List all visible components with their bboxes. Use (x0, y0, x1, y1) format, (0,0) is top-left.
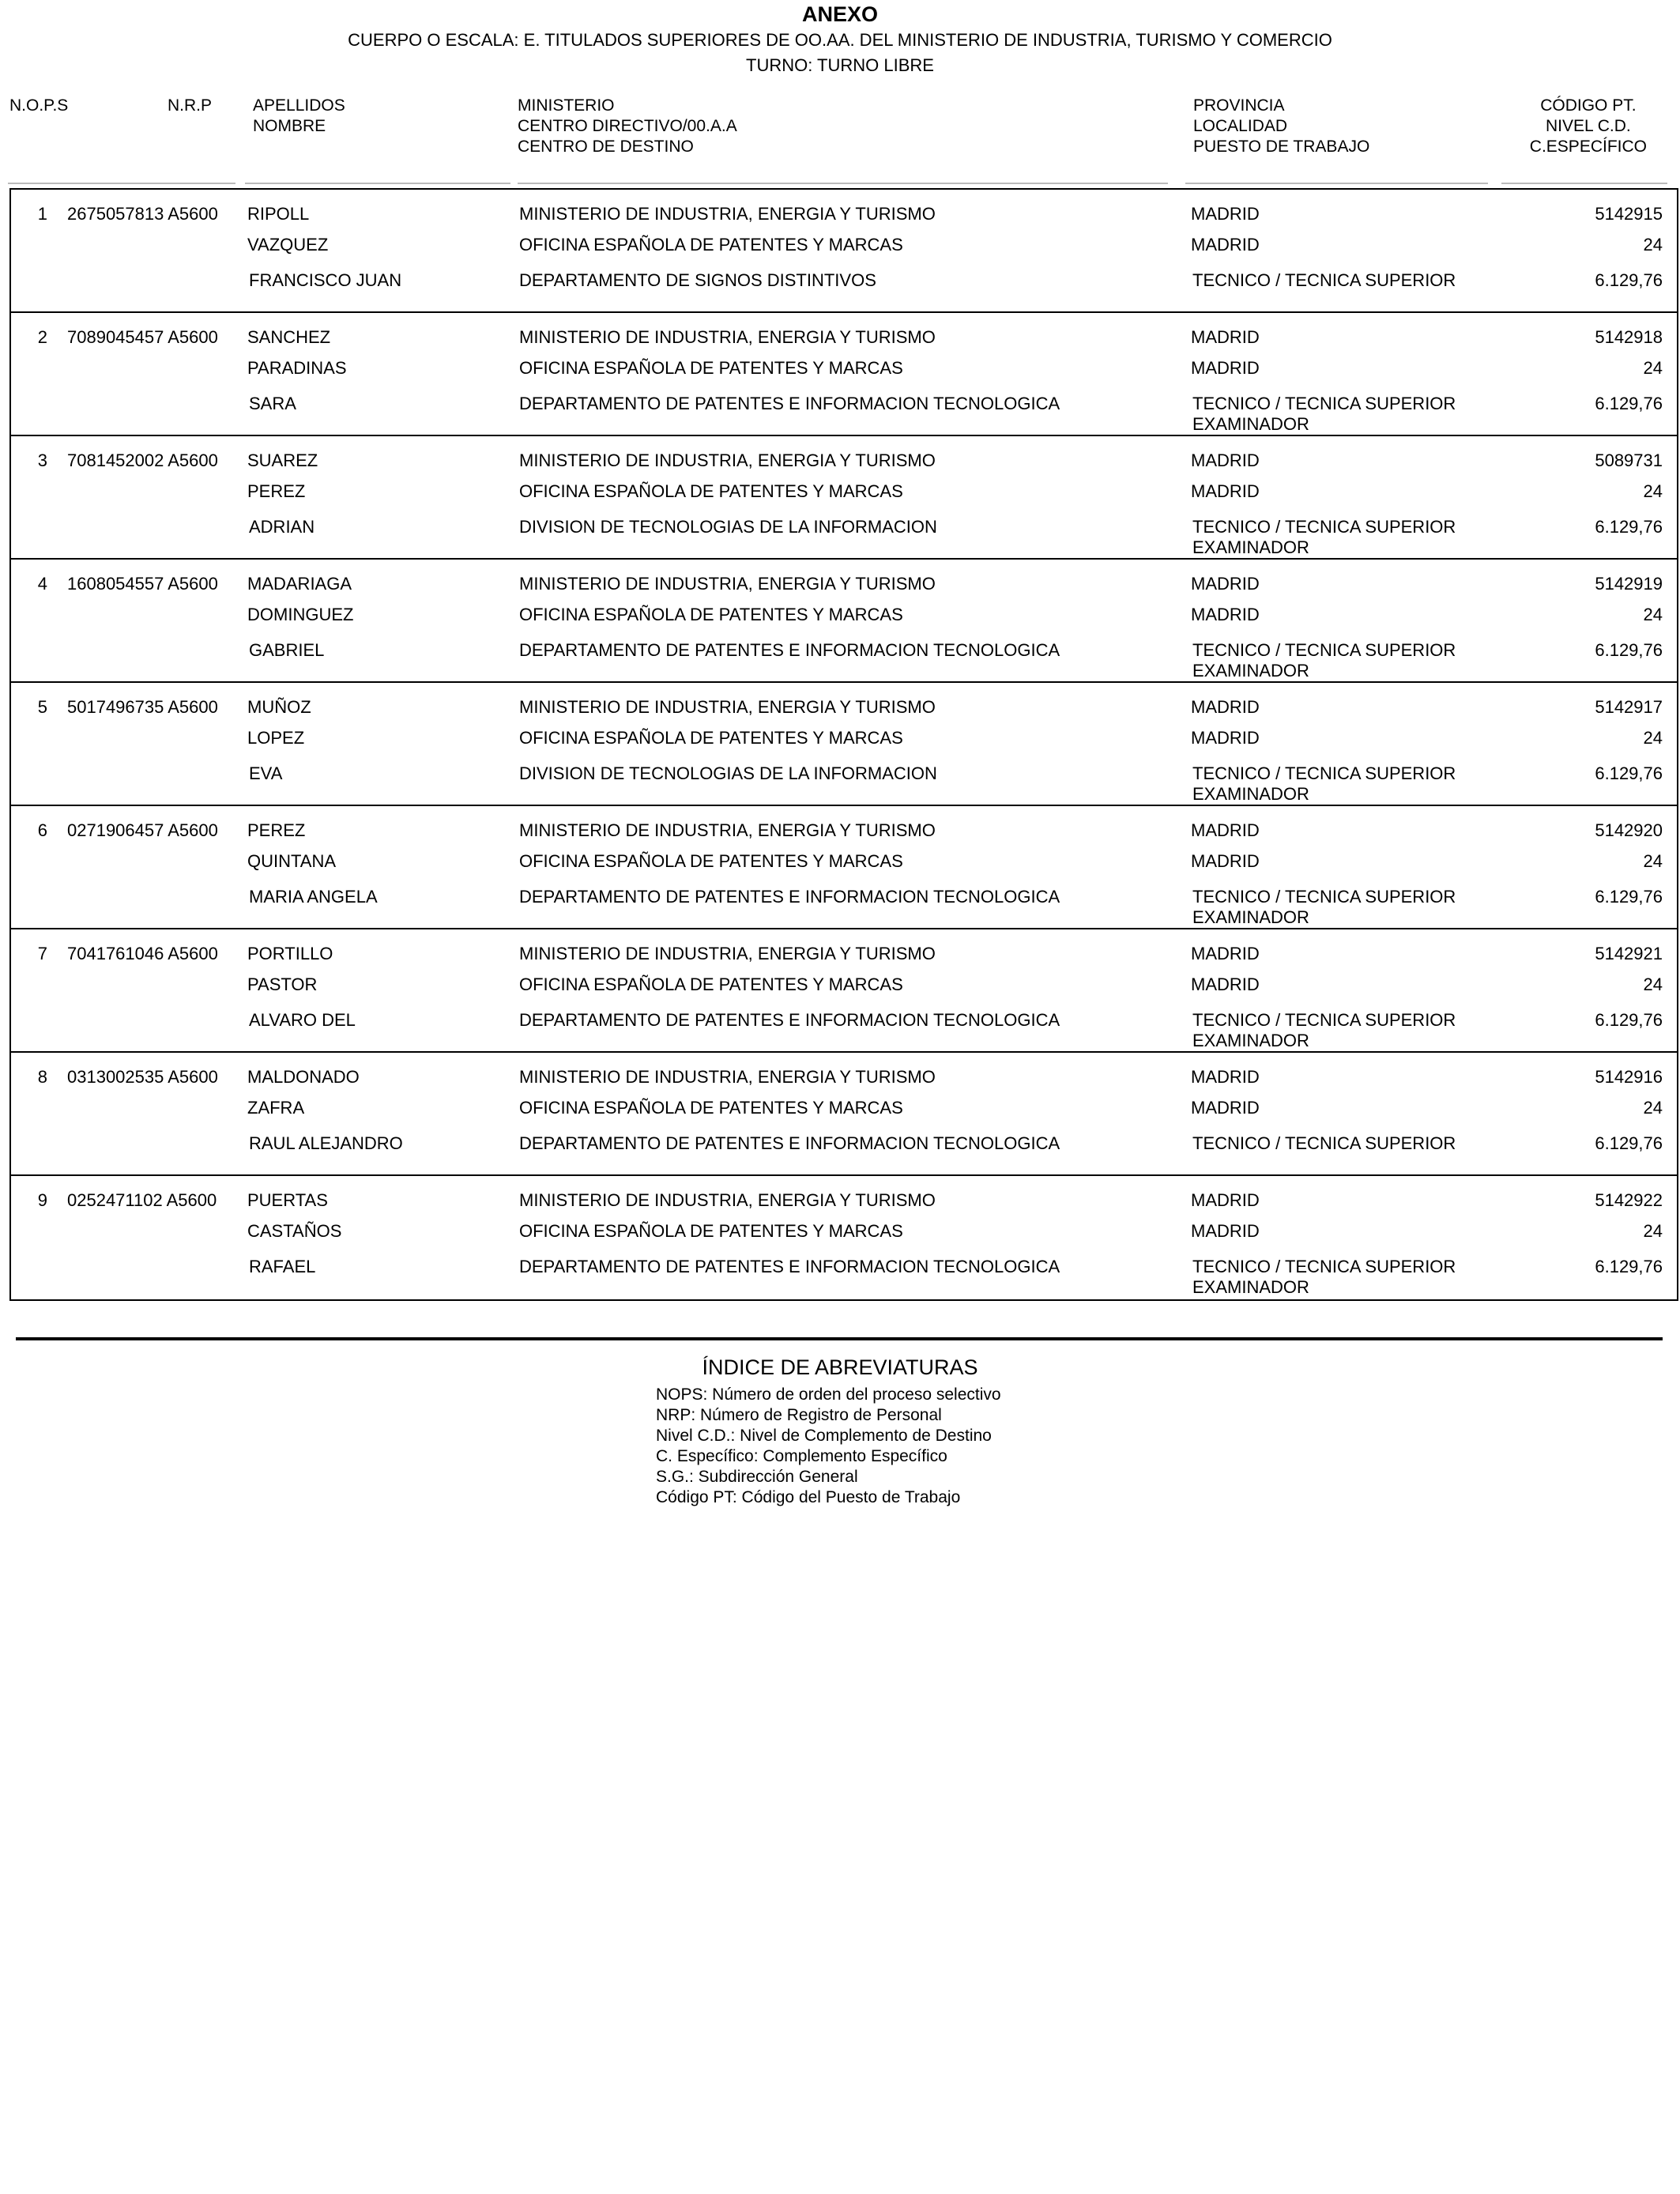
record-codigo-pt: 5142920 (1595, 820, 1663, 840)
record-puesto-line: TECNICO / TECNICA SUPERIOR (1192, 1133, 1456, 1153)
record-nivel-cd: 24 (1643, 851, 1663, 871)
record-centro-directivo: OFICINA ESPAÑOLA DE PATENTES Y MARCAS (519, 358, 903, 378)
record-c-especifico: 6.129,76 (1595, 763, 1663, 783)
record-localidad: MADRID (1191, 481, 1260, 501)
record-ministerio: MINISTERIO DE INDUSTRIA, ENERGIA Y TURISMO (519, 1190, 936, 1210)
record-nrp: 0271906457 A5600 (67, 820, 218, 840)
record-first-surname: PORTILLO (247, 944, 333, 963)
record-c-especifico: 6.129,76 (1595, 1010, 1663, 1030)
record-centro-directivo: OFICINA ESPAÑOLA DE PATENTES Y MARCAS (519, 974, 903, 994)
record-localidad: MADRID (1191, 235, 1260, 254)
record-provincia: MADRID (1191, 204, 1260, 224)
record-name: RAFAEL (249, 1257, 316, 1276)
record-ministerio: MINISTERIO DE INDUSTRIA, ENERGIA Y TURISMO (519, 574, 936, 594)
record-centro-destino: DEPARTAMENTO DE PATENTES E INFORMACION TECNOLOGICA (519, 394, 1060, 413)
record-provincia: MADRID (1191, 327, 1260, 347)
table-row (9, 805, 1678, 929)
section-divider (16, 1337, 1663, 1340)
record-centro-destino: DEPARTAMENTO DE PATENTES E INFORMACION TECNOLOGICA (519, 887, 1060, 907)
record-nrp: 0252471102 A5600 (67, 1190, 217, 1210)
record-name: ADRIAN (249, 517, 315, 537)
record-nrp: 0313002535 A5600 (67, 1067, 218, 1087)
records-table (9, 188, 1678, 1301)
record-centro-directivo: OFICINA ESPAÑOLA DE PATENTES Y MARCAS (519, 1221, 903, 1241)
record-localidad: MADRID (1191, 728, 1260, 748)
record-name: EVA (249, 763, 283, 783)
record-centro-destino: DEPARTAMENTO DE PATENTES E INFORMACION TECNOLOGICA (519, 1257, 1060, 1276)
record-centro-directivo: OFICINA ESPAÑOLA DE PATENTES Y MARCAS (519, 851, 903, 871)
record-puesto-line: TECNICO / TECNICA SUPERIOR (1192, 763, 1456, 783)
record-codigo-pt: 5142917 (1595, 697, 1663, 717)
record-centro-directivo: OFICINA ESPAÑOLA DE PATENTES Y MARCAS (519, 728, 903, 748)
record-puesto-line: EXAMINADOR (1192, 1031, 1309, 1050)
record-provincia: MADRID (1191, 697, 1260, 717)
table-row (9, 928, 1678, 1053)
column-header-codigo: CÓDIGO PT. NIVEL C.D. C.ESPECÍFICO (1529, 96, 1647, 156)
record-puesto-line: TECNICO / TECNICA SUPERIOR (1192, 1010, 1456, 1030)
record-ministerio: MINISTERIO DE INDUSTRIA, ENERGIA Y TURISMO (519, 204, 936, 224)
record-nrp: 7041761046 A5600 (67, 944, 218, 963)
record-puesto-line: TECNICO / TECNICA SUPERIOR (1192, 1257, 1456, 1276)
record-provincia: MADRID (1191, 944, 1260, 963)
record-codigo-pt: 5142915 (1595, 204, 1663, 224)
record-puesto-line: TECNICO / TECNICA SUPERIOR (1192, 517, 1456, 537)
record-first-surname: RIPOLL (247, 204, 310, 224)
record-centro-directivo: OFICINA ESPAÑOLA DE PATENTES Y MARCAS (519, 1098, 903, 1118)
record-centro-directivo: OFICINA ESPAÑOLA DE PATENTES Y MARCAS (519, 235, 903, 254)
header-divider (518, 183, 1168, 184)
record-puesto-line: EXAMINADOR (1192, 784, 1309, 804)
record-provincia: MADRID (1191, 1190, 1260, 1210)
record-name: GABRIEL (249, 640, 325, 660)
record-first-surname: SANCHEZ (247, 327, 331, 347)
table-row (9, 1051, 1678, 1176)
record-first-surname: PUERTAS (247, 1190, 328, 1210)
record-codigo-pt: 5142918 (1595, 327, 1663, 347)
column-header-provincia: PROVINCIA LOCALIDAD PUESTO DE TRABAJO (1193, 96, 1370, 156)
record-first-surname: SUAREZ (247, 450, 318, 470)
record-puesto (1192, 1133, 1456, 1154)
column-header-nops: N.O.P.S (9, 96, 69, 115)
document-subtitle: CUERPO O ESCALA: E. TITULADOS SUPERIORES DE OO.AA. DEL MINISTERIO DE INDUSTRIA, TURISMO Y COMERCIO (348, 30, 1332, 50)
record-first-surname: MADARIAGA (247, 574, 352, 594)
abbreviation-item: Código PT: Código del Puesto de Trabajo (656, 1488, 961, 1506)
record-puesto-line: TECNICO / TECNICA SUPERIOR (1192, 270, 1456, 290)
abbreviation-item: NOPS: Número de orden del proceso selectivo (656, 1385, 1001, 1404)
table-row (9, 188, 1678, 313)
record-localidad: MADRID (1191, 851, 1260, 871)
record-puesto (1192, 270, 1456, 291)
record-localidad: MADRID (1191, 974, 1260, 994)
record-nivel-cd: 24 (1643, 974, 1663, 994)
record-name: RAUL ALEJANDRO (249, 1133, 403, 1153)
record-centro-directivo: OFICINA ESPAÑOLA DE PATENTES Y MARCAS (519, 605, 903, 624)
record-centro-destino: DEPARTAMENTO DE PATENTES E INFORMACION TECNOLOGICA (519, 1133, 1060, 1153)
record-nivel-cd: 24 (1643, 481, 1663, 501)
record-provincia: MADRID (1191, 820, 1260, 840)
record-nrp: 5017496735 A5600 (67, 697, 218, 717)
header-divider (245, 183, 510, 184)
record-puesto-line: EXAMINADOR (1192, 907, 1309, 927)
record-nops: 1 (37, 204, 47, 224)
table-row (9, 311, 1678, 436)
record-nivel-cd: 24 (1643, 1221, 1663, 1241)
record-c-especifico: 6.129,76 (1595, 1257, 1663, 1276)
record-c-especifico: 6.129,76 (1595, 394, 1663, 413)
record-nrp: 7089045457 A5600 (67, 327, 218, 347)
record-codigo-pt: 5142922 (1595, 1190, 1663, 1210)
record-puesto-line: TECNICO / TECNICA SUPERIOR (1192, 640, 1456, 660)
record-centro-destino: DEPARTAMENTO DE SIGNOS DISTINTIVOS (519, 270, 876, 290)
table-row (9, 1174, 1678, 1301)
record-first-surname: PEREZ (247, 820, 306, 840)
record-c-especifico: 6.129,76 (1595, 517, 1663, 537)
record-name: SARA (249, 394, 296, 413)
document-title: ANEXO (801, 2, 879, 26)
record-second-surname: DOMINGUEZ (247, 605, 354, 624)
record-nivel-cd: 24 (1643, 1098, 1663, 1118)
abbreviation-item: NRP: Número de Registro de Personal (656, 1406, 942, 1424)
record-provincia: MADRID (1191, 1067, 1260, 1087)
record-second-surname: PARADINAS (247, 358, 347, 378)
record-nivel-cd: 24 (1643, 235, 1663, 254)
record-localidad: MADRID (1191, 1098, 1260, 1118)
record-second-surname: VAZQUEZ (247, 235, 329, 254)
record-ministerio: MINISTERIO DE INDUSTRIA, ENERGIA Y TURISMO (519, 450, 936, 470)
abbreviation-item: S.G.: Subdirección General (656, 1468, 858, 1486)
record-nops: 2 (37, 327, 47, 347)
record-second-surname: ZAFRA (247, 1098, 305, 1118)
record-nrp: 7081452002 A5600 (67, 450, 218, 470)
record-c-especifico: 6.129,76 (1595, 640, 1663, 660)
record-c-especifico: 6.129,76 (1595, 887, 1663, 907)
record-name: FRANCISCO JUAN (249, 270, 402, 290)
column-header-nrp: N.R.P (168, 96, 213, 115)
record-second-surname: CASTAÑOS (247, 1221, 342, 1241)
record-puesto-line: EXAMINADOR (1192, 537, 1309, 557)
record-name: MARIA ANGELA (249, 887, 378, 907)
record-nrp: 2675057813 A5600 (67, 204, 218, 224)
header-divider (8, 183, 235, 184)
record-ministerio: MINISTERIO DE INDUSTRIA, ENERGIA Y TURISMO (519, 327, 936, 347)
record-centro-destino: DEPARTAMENTO DE PATENTES E INFORMACION TECNOLOGICA (519, 640, 1060, 660)
record-second-surname: QUINTANA (247, 851, 337, 871)
record-centro-destino: DIVISION DE TECNOLOGIAS DE LA INFORMACION (519, 763, 937, 783)
record-ministerio: MINISTERIO DE INDUSTRIA, ENERGIA Y TURISMO (519, 1067, 936, 1087)
record-nops: 7 (37, 944, 47, 963)
record-puesto-line: EXAMINADOR (1192, 414, 1309, 434)
record-centro-destino: DIVISION DE TECNOLOGIAS DE LA INFORMACION (519, 517, 937, 537)
abbreviations-title: ÍNDICE DE ABREVIATURAS (702, 1355, 978, 1379)
record-provincia: MADRID (1191, 450, 1260, 470)
record-puesto (1192, 517, 1456, 558)
header-divider (1501, 183, 1667, 184)
header-divider (1185, 183, 1488, 184)
record-codigo-pt: 5089731 (1595, 450, 1663, 470)
record-codigo-pt: 5142919 (1595, 574, 1663, 594)
abbreviation-item: Nivel C.D.: Nivel de Complemento de Destino (656, 1427, 992, 1445)
record-centro-directivo: OFICINA ESPAÑOLA DE PATENTES Y MARCAS (519, 481, 903, 501)
record-ministerio: MINISTERIO DE INDUSTRIA, ENERGIA Y TURISMO (519, 697, 936, 717)
record-ministerio: MINISTERIO DE INDUSTRIA, ENERGIA Y TURISMO (519, 944, 936, 963)
record-nops: 9 (37, 1190, 47, 1210)
record-name: ALVARO DEL (249, 1010, 356, 1030)
record-puesto-line: EXAMINADOR (1192, 1277, 1309, 1297)
abbreviations-list (656, 1385, 1001, 1508)
record-nops: 3 (37, 450, 47, 470)
column-header-apellidos-nombre: APELLIDOS NOMBRE (253, 96, 345, 135)
record-nivel-cd: 24 (1643, 728, 1663, 748)
record-second-surname: PEREZ (247, 481, 306, 501)
record-nivel-cd: 24 (1643, 358, 1663, 378)
record-puesto (1192, 763, 1456, 805)
record-puesto (1192, 887, 1456, 928)
record-nops: 4 (37, 574, 47, 594)
record-localidad: MADRID (1191, 1221, 1260, 1241)
record-provincia: MADRID (1191, 574, 1260, 594)
record-puesto-line: TECNICO / TECNICA SUPERIOR (1192, 394, 1456, 413)
record-puesto-line: TECNICO / TECNICA SUPERIOR (1192, 887, 1456, 907)
record-codigo-pt: 5142921 (1595, 944, 1663, 963)
record-first-surname: MUÑOZ (247, 697, 311, 717)
table-row (9, 558, 1678, 683)
record-puesto (1192, 1257, 1456, 1298)
table-row (9, 681, 1678, 806)
record-nops: 6 (37, 820, 47, 840)
record-centro-destino: DEPARTAMENTO DE PATENTES E INFORMACION TECNOLOGICA (519, 1010, 1060, 1030)
record-codigo-pt: 5142916 (1595, 1067, 1663, 1087)
record-nops: 8 (37, 1067, 47, 1087)
record-second-surname: LOPEZ (247, 728, 305, 748)
record-nrp: 1608054557 A5600 (67, 574, 218, 594)
turno-label: TURNO: TURNO LIBRE (746, 55, 934, 75)
record-puesto (1192, 1010, 1456, 1051)
abbreviation-item: C. Específico: Complemento Específico (656, 1447, 947, 1465)
record-localidad: MADRID (1191, 358, 1260, 378)
record-ministerio: MINISTERIO DE INDUSTRIA, ENERGIA Y TURISMO (519, 820, 936, 840)
record-nops: 5 (37, 697, 47, 717)
record-c-especifico: 6.129,76 (1595, 270, 1663, 290)
record-puesto-line: EXAMINADOR (1192, 661, 1309, 680)
table-row (9, 435, 1678, 560)
record-nivel-cd: 24 (1643, 605, 1663, 624)
column-header-ministerio: MINISTERIO CENTRO DIRECTIVO/00.A.A CENTRO DE DESTINO (518, 96, 737, 156)
record-puesto (1192, 394, 1456, 435)
record-localidad: MADRID (1191, 605, 1260, 624)
record-second-surname: PASTOR (247, 974, 318, 994)
record-puesto (1192, 640, 1456, 681)
record-first-surname: MALDONADO (247, 1067, 360, 1087)
record-c-especifico: 6.129,76 (1595, 1133, 1663, 1153)
